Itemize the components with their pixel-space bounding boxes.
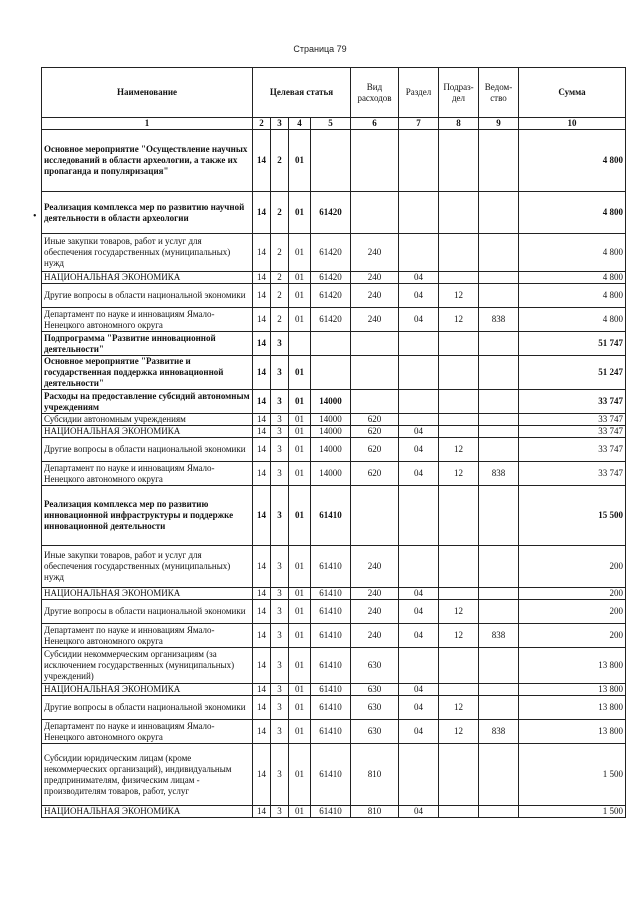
row-code-cell: 04 <box>399 426 439 438</box>
row-code-cell: 01 <box>289 130 311 192</box>
row-code-cell: 01 <box>289 284 311 308</box>
row-amount-cell: 4 800 <box>519 192 626 234</box>
row-code-cell: 12 <box>439 600 479 624</box>
table-row <box>42 390 626 414</box>
row-code-cell: 620 <box>351 426 399 438</box>
row-code-cell: 01 <box>289 684 311 696</box>
row-code-cell: 2 <box>271 234 289 272</box>
row-code-cell: 04 <box>399 588 439 600</box>
row-code-cell: 61410 <box>311 624 351 648</box>
row-code-cell: 14 <box>253 426 271 438</box>
table-row <box>42 130 626 192</box>
row-amount-cell: 33 747 <box>519 438 626 462</box>
row-code-cell: 14 <box>253 696 271 720</box>
row-code-cell: 2 <box>271 272 289 284</box>
row-code-cell: 14 <box>253 438 271 462</box>
row-code-cell: 01 <box>289 806 311 818</box>
row-code-cell <box>351 486 399 546</box>
row-code-cell: 2 <box>271 192 289 234</box>
row-code-cell: 61420 <box>311 308 351 332</box>
row-amount-cell: 51 747 <box>519 332 626 356</box>
row-code-cell: 04 <box>399 684 439 696</box>
row-code-cell <box>479 684 519 696</box>
row-code-cell: 3 <box>271 648 289 684</box>
row-name-cell: Иные закупки товаров, работ и услуг для обеспечения государственных (муниципальных) нужд <box>42 234 253 272</box>
table-row <box>42 438 626 462</box>
row-code-cell <box>479 600 519 624</box>
column-number: 1 <box>42 118 253 130</box>
row-code-cell: 14 <box>253 272 271 284</box>
row-code-cell: 3 <box>271 332 289 356</box>
row-code-cell: 810 <box>351 806 399 818</box>
table-row <box>42 720 626 744</box>
row-code-cell <box>439 332 479 356</box>
row-name-cell: Субсидии юридическим лицам (кроме некоммерческих организаций), индивидуальным предпринимателям, физическим лицам - производителям товаров, работ, услуг <box>42 744 253 806</box>
row-name-cell: НАЦИОНАЛЬНАЯ ЭКОНОМИКА <box>42 272 253 284</box>
column-numbers-row <box>42 118 626 130</box>
row-code-cell <box>439 546 479 588</box>
row-amount-cell: 13 800 <box>519 648 626 684</box>
row-code-cell: 3 <box>271 486 289 546</box>
row-code-cell: 01 <box>289 390 311 414</box>
row-code-cell <box>439 234 479 272</box>
row-name-cell: Департамент по науке и инновациям Ямало-Ненецкого автономного округа <box>42 308 253 332</box>
table-row <box>42 648 626 684</box>
column-number: 5 <box>311 118 351 130</box>
page-label: Страница 79 <box>293 44 347 54</box>
row-code-cell: 810 <box>351 744 399 806</box>
row-code-cell <box>439 744 479 806</box>
row-code-cell: 3 <box>271 696 289 720</box>
row-code-cell: 14000 <box>311 390 351 414</box>
row-code-cell: 3 <box>271 390 289 414</box>
row-code-cell: 630 <box>351 648 399 684</box>
row-code-cell <box>399 130 439 192</box>
row-name-cell: Другие вопросы в области национальной экономики <box>42 284 253 308</box>
row-code-cell <box>351 192 399 234</box>
row-amount-cell: 4 800 <box>519 272 626 284</box>
row-code-cell: 14 <box>253 284 271 308</box>
row-code-cell: 14 <box>253 192 271 234</box>
row-code-cell <box>351 390 399 414</box>
row-name-cell: Реализация комплекса мер по развитию инновационной инфраструктуры и поддержке инновационной деятельности <box>42 486 253 546</box>
row-amount-cell: 4 800 <box>519 130 626 192</box>
row-code-cell: 01 <box>289 588 311 600</box>
row-code-cell <box>479 234 519 272</box>
row-code-cell: 61410 <box>311 648 351 684</box>
row-code-cell <box>479 284 519 308</box>
row-name-cell: Основное мероприятие "Осуществление научных исследований в области археологии, а также их пропаганда и популяризация" <box>42 130 253 192</box>
table-row <box>42 332 626 356</box>
row-code-cell <box>399 744 439 806</box>
row-code-cell: 04 <box>399 438 439 462</box>
row-code-cell <box>399 390 439 414</box>
table-row <box>42 684 626 696</box>
row-code-cell: 14 <box>253 720 271 744</box>
row-amount-cell: 33 747 <box>519 462 626 486</box>
row-code-cell: 3 <box>271 588 289 600</box>
row-code-cell: 3 <box>271 720 289 744</box>
row-code-cell: 3 <box>271 462 289 486</box>
row-code-cell <box>479 696 519 720</box>
table-row <box>42 284 626 308</box>
header-department: Ведом-ство <box>479 68 519 118</box>
row-code-cell: 240 <box>351 284 399 308</box>
row-code-cell: 04 <box>399 806 439 818</box>
row-name-cell: НАЦИОНАЛЬНАЯ ЭКОНОМИКА <box>42 588 253 600</box>
table-row <box>42 806 626 818</box>
row-name-cell: НАЦИОНАЛЬНАЯ ЭКОНОМИКА <box>42 684 253 696</box>
row-name-cell: Департамент по науке и инновациям Ямало-Ненецкого автономного округа <box>42 462 253 486</box>
row-amount-cell: 1 500 <box>519 744 626 806</box>
row-code-cell <box>439 414 479 426</box>
row-code-cell: 04 <box>399 624 439 648</box>
column-number: 4 <box>289 118 311 130</box>
row-code-cell: 2 <box>271 284 289 308</box>
column-number: 7 <box>399 118 439 130</box>
header-subsection: Подраз-дел <box>439 68 479 118</box>
header-expense-type: Вид расходов <box>351 68 399 118</box>
row-code-cell: 240 <box>351 600 399 624</box>
row-code-cell: 61420 <box>311 192 351 234</box>
row-code-cell <box>399 648 439 684</box>
row-amount-cell: 13 800 <box>519 720 626 744</box>
row-code-cell: 14000 <box>311 426 351 438</box>
table-row <box>42 272 626 284</box>
table-row <box>42 696 626 720</box>
row-code-cell <box>439 426 479 438</box>
row-code-cell: 01 <box>289 648 311 684</box>
row-code-cell: 61420 <box>311 272 351 284</box>
row-name-cell: Расходы на предоставление субсидий автономным учреждениям <box>42 390 253 414</box>
row-code-cell: 3 <box>271 414 289 426</box>
table-row <box>42 192 626 234</box>
row-code-cell: 01 <box>289 438 311 462</box>
row-code-cell: 61410 <box>311 486 351 546</box>
row-code-cell <box>439 806 479 818</box>
row-code-cell: 14 <box>253 624 271 648</box>
row-name-cell: Иные закупки товаров, работ и услуг для обеспечения государственных (муниципальных) нужд <box>42 546 253 588</box>
row-code-cell <box>439 588 479 600</box>
row-code-cell <box>439 130 479 192</box>
row-code-cell <box>399 356 439 390</box>
row-code-cell: 12 <box>439 696 479 720</box>
row-code-cell <box>479 390 519 414</box>
row-code-cell: 01 <box>289 546 311 588</box>
row-amount-cell: 4 800 <box>519 284 626 308</box>
row-code-cell: 240 <box>351 308 399 332</box>
row-code-cell: 14 <box>253 308 271 332</box>
row-code-cell: 2 <box>271 130 289 192</box>
row-code-cell <box>479 744 519 806</box>
row-code-cell <box>311 130 351 192</box>
row-code-cell: 61420 <box>311 284 351 308</box>
row-code-cell: 01 <box>289 234 311 272</box>
table-row <box>42 308 626 332</box>
row-code-cell: 61410 <box>311 744 351 806</box>
row-amount-cell: 33 747 <box>519 414 626 426</box>
row-code-cell: 14 <box>253 744 271 806</box>
row-code-cell: 61410 <box>311 600 351 624</box>
header-row <box>42 68 626 118</box>
row-name-cell: Департамент по науке и инновациям Ямало-Ненецкого автономного округа <box>42 720 253 744</box>
table-row <box>42 234 626 272</box>
row-code-cell: 12 <box>439 308 479 332</box>
row-code-cell: 14 <box>253 356 271 390</box>
row-code-cell: 620 <box>351 438 399 462</box>
row-code-cell: 04 <box>399 272 439 284</box>
row-code-cell: 01 <box>289 192 311 234</box>
row-code-cell: 04 <box>399 462 439 486</box>
row-code-cell: 12 <box>439 720 479 744</box>
row-code-cell <box>479 806 519 818</box>
row-code-cell: 01 <box>289 744 311 806</box>
row-amount-cell: 200 <box>519 624 626 648</box>
table-row <box>42 462 626 486</box>
row-code-cell: 14 <box>253 806 271 818</box>
row-code-cell <box>351 130 399 192</box>
row-code-cell <box>399 546 439 588</box>
row-code-cell: 04 <box>399 308 439 332</box>
row-amount-cell: 13 800 <box>519 696 626 720</box>
row-code-cell: 01 <box>289 426 311 438</box>
column-number: 2 <box>253 118 271 130</box>
row-name-cell: Другие вопросы в области национальной экономики <box>42 438 253 462</box>
row-name-cell: Департамент по науке и инновациям Ямало-Ненецкого автономного округа <box>42 624 253 648</box>
header-section: Раздел <box>399 68 439 118</box>
row-code-cell <box>479 426 519 438</box>
row-code-cell: 838 <box>479 308 519 332</box>
row-code-cell: 14 <box>253 600 271 624</box>
row-code-cell <box>439 390 479 414</box>
table-row <box>42 414 626 426</box>
row-code-cell: 2 <box>271 308 289 332</box>
row-code-cell: 620 <box>351 462 399 486</box>
row-code-cell <box>399 486 439 546</box>
row-code-cell <box>439 648 479 684</box>
row-code-cell: 630 <box>351 684 399 696</box>
column-number: 3 <box>271 118 289 130</box>
row-amount-cell: 51 247 <box>519 356 626 390</box>
row-code-cell: 01 <box>289 414 311 426</box>
row-code-cell: 12 <box>439 438 479 462</box>
row-code-cell <box>439 684 479 696</box>
row-code-cell <box>479 332 519 356</box>
row-code-cell <box>479 648 519 684</box>
header-name: Наименование <box>42 68 253 118</box>
row-name-cell: НАЦИОНАЛЬНАЯ ЭКОНОМИКА <box>42 806 253 818</box>
row-code-cell: 240 <box>351 546 399 588</box>
row-code-cell: 14 <box>253 462 271 486</box>
row-code-cell: 3 <box>271 806 289 818</box>
row-code-cell <box>399 414 439 426</box>
row-amount-cell: 200 <box>519 588 626 600</box>
row-code-cell: 3 <box>271 426 289 438</box>
row-amount-cell: 15 500 <box>519 486 626 546</box>
row-code-cell: 14 <box>253 546 271 588</box>
row-code-cell: 14000 <box>311 414 351 426</box>
row-code-cell: 14 <box>253 648 271 684</box>
column-number: 8 <box>439 118 479 130</box>
row-code-cell <box>351 356 399 390</box>
row-code-cell: 04 <box>399 696 439 720</box>
row-name-cell: Другие вопросы в области национальной экономики <box>42 600 253 624</box>
column-number: 6 <box>351 118 399 130</box>
row-code-cell <box>479 272 519 284</box>
row-amount-cell: 13 800 <box>519 684 626 696</box>
row-code-cell: 12 <box>439 284 479 308</box>
scan-mark: • <box>33 211 37 222</box>
row-code-cell: 3 <box>271 546 289 588</box>
row-code-cell <box>479 588 519 600</box>
row-code-cell: 838 <box>479 720 519 744</box>
column-number: 9 <box>479 118 519 130</box>
row-code-cell: 61410 <box>311 806 351 818</box>
row-code-cell: 240 <box>351 624 399 648</box>
column-number: 10 <box>519 118 626 130</box>
row-code-cell: 12 <box>439 624 479 648</box>
row-code-cell: 14 <box>253 486 271 546</box>
row-code-cell: 01 <box>289 462 311 486</box>
row-code-cell: 01 <box>289 720 311 744</box>
row-code-cell: 04 <box>399 600 439 624</box>
budget-table <box>41 67 626 818</box>
row-code-cell: 3 <box>271 684 289 696</box>
row-code-cell: 3 <box>271 624 289 648</box>
row-name-cell: Субсидии автономным учреждениям <box>42 414 253 426</box>
row-amount-cell: 33 747 <box>519 426 626 438</box>
row-code-cell: 838 <box>479 462 519 486</box>
row-code-cell: 01 <box>289 308 311 332</box>
header-amount: Сумма <box>519 68 626 118</box>
row-code-cell: 3 <box>271 438 289 462</box>
row-code-cell: 01 <box>289 696 311 720</box>
row-amount-cell: 200 <box>519 546 626 588</box>
row-code-cell: 620 <box>351 414 399 426</box>
row-code-cell <box>311 356 351 390</box>
row-name-cell: Другие вопросы в области национальной экономики <box>42 696 253 720</box>
table-row <box>42 486 626 546</box>
row-code-cell <box>351 332 399 356</box>
row-code-cell <box>311 332 351 356</box>
row-code-cell: 630 <box>351 720 399 744</box>
row-amount-cell: 33 747 <box>519 390 626 414</box>
row-code-cell: 61410 <box>311 720 351 744</box>
row-code-cell: 14 <box>253 332 271 356</box>
row-code-cell: 61420 <box>311 234 351 272</box>
row-code-cell: 3 <box>271 744 289 806</box>
row-name-cell: Подпрограмма "Развитие инновационной деятельности" <box>42 332 253 356</box>
row-code-cell: 01 <box>289 624 311 648</box>
row-code-cell: 01 <box>289 356 311 390</box>
row-code-cell: 14000 <box>311 438 351 462</box>
row-code-cell: 61410 <box>311 696 351 720</box>
table-row <box>42 426 626 438</box>
row-code-cell: 61410 <box>311 546 351 588</box>
row-code-cell: 240 <box>351 588 399 600</box>
row-code-cell: 61410 <box>311 588 351 600</box>
row-code-cell <box>439 486 479 546</box>
header-target: Целевая статья <box>253 68 351 118</box>
row-code-cell <box>479 486 519 546</box>
table-row <box>42 546 626 588</box>
row-amount-cell: 200 <box>519 600 626 624</box>
row-code-cell: 3 <box>271 356 289 390</box>
row-amount-cell: 4 800 <box>519 308 626 332</box>
table-row <box>42 624 626 648</box>
table-row <box>42 356 626 390</box>
row-code-cell <box>439 356 479 390</box>
row-code-cell <box>399 192 439 234</box>
row-code-cell: 240 <box>351 234 399 272</box>
row-code-cell <box>439 192 479 234</box>
row-code-cell <box>439 272 479 284</box>
row-code-cell: 01 <box>289 486 311 546</box>
table-row <box>42 588 626 600</box>
row-code-cell: 04 <box>399 720 439 744</box>
table-row <box>42 744 626 806</box>
row-code-cell: 14 <box>253 684 271 696</box>
row-code-cell: 14 <box>253 130 271 192</box>
row-code-cell: 14 <box>253 414 271 426</box>
row-code-cell <box>479 546 519 588</box>
row-code-cell: 01 <box>289 600 311 624</box>
row-code-cell: 12 <box>439 462 479 486</box>
row-code-cell <box>479 356 519 390</box>
row-code-cell: 04 <box>399 284 439 308</box>
row-code-cell: 01 <box>289 272 311 284</box>
row-code-cell: 14 <box>253 390 271 414</box>
row-code-cell <box>399 234 439 272</box>
row-code-cell <box>479 438 519 462</box>
row-code-cell: 240 <box>351 272 399 284</box>
row-code-cell: 14 <box>253 588 271 600</box>
row-amount-cell: 4 800 <box>519 234 626 272</box>
row-name-cell: Основное мероприятие "Развитие и государственная поддержка инновационной деятельности" <box>42 356 253 390</box>
row-code-cell: 3 <box>271 600 289 624</box>
row-name-cell: НАЦИОНАЛЬНАЯ ЭКОНОМИКА <box>42 426 253 438</box>
row-code-cell <box>479 130 519 192</box>
row-code-cell <box>479 192 519 234</box>
table-row <box>42 600 626 624</box>
row-code-cell: 14000 <box>311 462 351 486</box>
row-code-cell: 14 <box>253 234 271 272</box>
row-code-cell: 838 <box>479 624 519 648</box>
row-name-cell: Субсидии некоммерческим организациям (за исключением государственных (муниципальных) учреждений) <box>42 648 253 684</box>
row-code-cell <box>289 332 311 356</box>
row-code-cell: 630 <box>351 696 399 720</box>
row-name-cell: Реализация комплекса мер по развитию научной деятельности в области археологии <box>42 192 253 234</box>
row-amount-cell: 1 500 <box>519 806 626 818</box>
row-code-cell <box>399 332 439 356</box>
row-code-cell <box>479 414 519 426</box>
row-code-cell: 61410 <box>311 684 351 696</box>
